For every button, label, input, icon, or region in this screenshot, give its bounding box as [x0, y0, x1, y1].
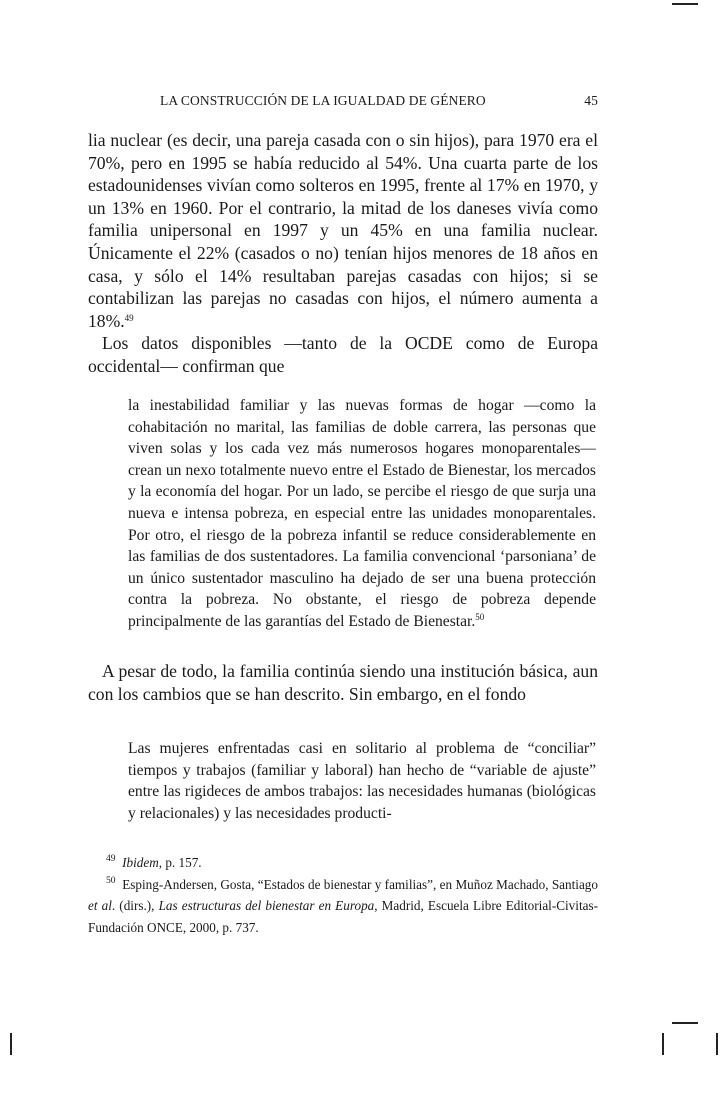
paragraph-3: A pesar de todo, la familia continúa siendo una institución básica, aun con los cambios que se han descrito. Sin embargo, en el fondo	[88, 661, 598, 704]
page-number: 45	[584, 93, 598, 108]
crop-mark-bottom-inner-vertical	[662, 1033, 664, 1055]
paragraph-1: lia nuclear (es decir, una pareja casada con o sin hijos), para 1970 era el 70%, pero en 1995 se había reducido al 54%. Una cuarta parte de los estadounidenses vivían como solteros en 1995, frente al 17% en 1970, y un 13% en 1960. Por el contrario, la mitad de los daneses vivía como familia unipersonal en 1997 y un 45% en una familia nuclear. Únicamente el 22% (casados o no) tenían hijos menores de 18 años en casa, y sólo el 14% resultaban parejas casadas con hijos; si se contabilizan las parejas no casadas con hijos, el número aumenta a 18%.$^{49}$	[88, 130, 598, 331]
crop-mark-bottom-left-vertical	[10, 1033, 12, 1055]
footnote-50: $^{50}$ Esping-Andersen, Gosta, “Estados de bienestar y familias”, en Muñoz Machado, Santiago et al. (dirs.), Las estructuras del bienestar en Europa, Madrid, Escuela Libre Editorial-Civitas-Fundación ONCE, 2000, p. 737.	[88, 875, 598, 935]
crop-mark-top-right-horizontal	[672, 3, 698, 5]
footnote-ref-49[interactable]: 49	[124, 312, 134, 323]
block-quote-2: Las mujeres enfrentadas casi en solitario al problema de “conciliar” tiempos y trabajos (familiar y laboral) han hecho de “variable de ajuste” entre las rigideces de ambos trabajos: las necesidades humanas (biológicas y relacionales) y las necesidades producti-	[128, 740, 596, 822]
footnote-ref-50[interactable]: 50	[475, 611, 485, 622]
footnote-number: 49	[106, 854, 116, 864]
footnote-49: $^{49}$ Ibidem, p. 157.	[106, 854, 202, 870]
body-paragraphs-1	[88, 129, 598, 378]
footnote-number: 50	[106, 875, 116, 886]
running-header-title: LA CONSTRUCCIÓN DE LA IGUALDAD DE GÉNERO	[160, 93, 486, 108]
crop-mark-bottom-right-horizontal	[672, 1022, 698, 1024]
crop-mark-bottom-right-vertical	[716, 1033, 718, 1055]
footnotes	[88, 852, 598, 938]
paragraph-2: Los datos disponibles —tanto de la OCDE como de Europa occidental— confirman que	[88, 333, 598, 376]
body-paragraphs-2	[88, 660, 598, 705]
block-quote-1: la inestabilidad familiar y las nuevas formas de hogar —como la cohabitación no marital, las familias de doble carrera, las personas que viven solas y los cada vez más numerosos hogares monoparentales— crean un nexo totalmente nuevo entre el Estado de Bienestar, los mercados y la economía del hogar. Por un lado, se percibe el riesgo de que surja una nueva e intensa pobreza, en especial entre las unidades monoparentales. Por otro, el riesgo de la pobreza infantil se reduce considerablemente en las familias de dos sustentadores. La familia convencional ‘parsoniana’ de un único sustentador masculino ha dejado de ser una buena protección contra la pobreza. No obstante, el riesgo de pobreza depende principalmente de las garantías del Estado de Bienestar.$^{50}$	[128, 397, 596, 630]
